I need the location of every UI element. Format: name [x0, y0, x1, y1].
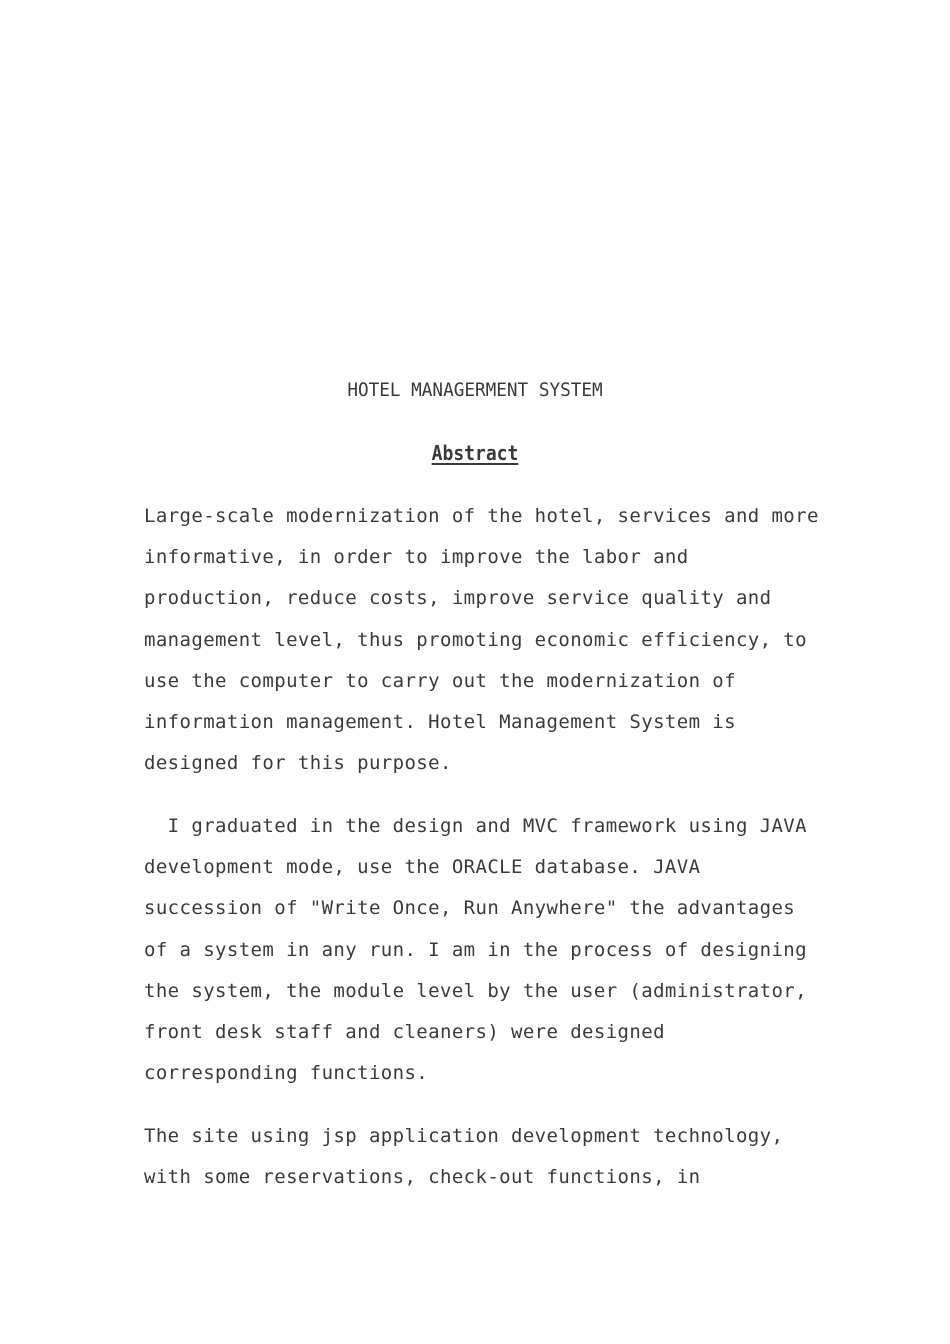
abstract-paragraph-3: [144, 1122, 844, 1204]
paragraph-line: The site using jsp application development technology,: [144, 1125, 784, 1147]
paragraph-line: front desk staff and cleaners) were designed: [144, 1020, 665, 1043]
paragraph-line: development mode, use the ORACLE database. JAVA: [144, 856, 701, 879]
abstract-paragraph-1: [144, 502, 844, 790]
abstract-paragraph-2: [144, 812, 844, 1100]
paragraph-line: I graduated in the design and MVC framework using JAVA: [144, 815, 807, 837]
paragraph-line: of a system in any run. I am in the process of designing: [144, 938, 807, 961]
paragraph-line: informative, in order to improve the labor and: [144, 546, 689, 569]
paragraph-line: production, reduce costs, improve service quality and: [144, 587, 772, 610]
paragraph-line: with some reservations, check-out functions, in: [144, 1166, 701, 1189]
document-title: HOTEL MANAGERMENT SYSTEM: [347, 379, 603, 401]
paragraph-line: management level, thus promoting economic efficiency, to: [144, 628, 807, 651]
paragraph-line: designed for this purpose.: [144, 752, 452, 775]
paragraph-line: use the computer to carry out the modernization of: [144, 669, 736, 692]
paragraph-line: Large-scale modernization of the hotel, services and more: [144, 505, 819, 527]
paragraph-line: corresponding functions.: [144, 1062, 429, 1085]
paragraph-line: succession of "Write Once, Run Anywhere" the advantages: [144, 897, 796, 920]
abstract-heading: Abstract: [431, 441, 519, 465]
paragraph-line: information management. Hotel Management System is: [144, 710, 736, 733]
paragraph-line: the system, the module level by the user (administrator,: [144, 979, 807, 1002]
